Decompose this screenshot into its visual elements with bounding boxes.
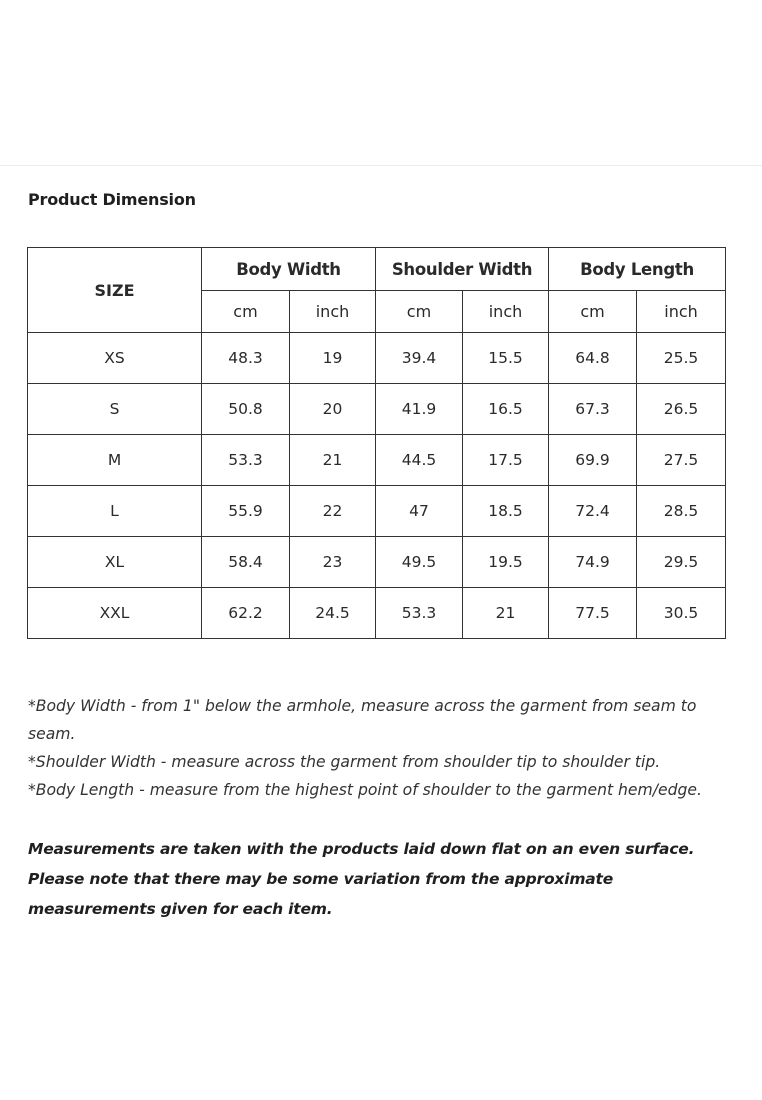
unit-header: cm — [202, 291, 290, 333]
size-label: XS — [28, 333, 202, 384]
table-cell: 72.4 — [549, 486, 637, 537]
size-label: XL — [28, 537, 202, 588]
size-chart-table — [27, 247, 726, 639]
measurement-notes — [28, 692, 728, 804]
table-row — [28, 384, 726, 435]
table-cell: 24.5 — [290, 588, 376, 639]
table-cell: 20 — [290, 384, 376, 435]
table-cell: 48.3 — [202, 333, 290, 384]
shoulder-width-header: Shoulder Width — [376, 248, 549, 291]
table-cell: 29.5 — [637, 537, 726, 588]
top-divider — [0, 165, 762, 166]
table-cell: 44.5 — [376, 435, 463, 486]
table-cell: 15.5 — [463, 333, 549, 384]
table-cell: 23 — [290, 537, 376, 588]
body-length-note: *Body Length - measure from the highest point of shoulder to the garment hem/edge. — [28, 781, 702, 799]
table-cell: 58.4 — [202, 537, 290, 588]
table-cell: 62.2 — [202, 588, 290, 639]
table-cell: 18.5 — [463, 486, 549, 537]
table-cell: 39.4 — [376, 333, 463, 384]
measurement-disclaimer: Measurements are taken with the products laid down flat on an even surface. Please note that there may be some variation from the approximate measurements given for each item. — [28, 840, 695, 918]
table-cell: 19.5 — [463, 537, 549, 588]
table-cell: 27.5 — [637, 435, 726, 486]
unit-header: cm — [376, 291, 463, 333]
table-cell: 21 — [463, 588, 549, 639]
table-cell: 69.9 — [549, 435, 637, 486]
table-cell: 16.5 — [463, 384, 549, 435]
table-cell: 53.3 — [202, 435, 290, 486]
table-cell: 53.3 — [376, 588, 463, 639]
table-cell: 50.8 — [202, 384, 290, 435]
shoulder-width-note: *Shoulder Width - measure across the garment from shoulder tip to shoulder tip. — [28, 753, 661, 771]
table-cell: 64.8 — [549, 333, 637, 384]
unit-header: cm — [549, 291, 637, 333]
page-title: Product Dimension — [28, 190, 196, 209]
table-header-row — [28, 248, 726, 291]
unit-header: inch — [637, 291, 726, 333]
unit-header: inch — [463, 291, 549, 333]
body-width-note: *Body Width - from 1" below the armhole, measure across the garment from seam to seam. — [28, 697, 697, 743]
size-label: XXL — [28, 588, 202, 639]
table-cell: 55.9 — [202, 486, 290, 537]
table-cell: 77.5 — [549, 588, 637, 639]
size-column-header: SIZE — [28, 248, 202, 333]
table-row — [28, 333, 726, 384]
table-row — [28, 537, 726, 588]
table-cell: 67.3 — [549, 384, 637, 435]
size-label: M — [28, 435, 202, 486]
table-cell: 74.9 — [549, 537, 637, 588]
table-cell: 49.5 — [376, 537, 463, 588]
table-cell: 47 — [376, 486, 463, 537]
table-cell: 28.5 — [637, 486, 726, 537]
table-cell: 30.5 — [637, 588, 726, 639]
table-row — [28, 588, 726, 639]
table-cell: 21 — [290, 435, 376, 486]
body-width-header: Body Width — [202, 248, 376, 291]
table-row — [28, 486, 726, 537]
body-length-header: Body Length — [549, 248, 726, 291]
table-cell: 25.5 — [637, 333, 726, 384]
table-cell: 17.5 — [463, 435, 549, 486]
unit-header: inch — [290, 291, 376, 333]
table-cell: 22 — [290, 486, 376, 537]
size-label: S — [28, 384, 202, 435]
table-row — [28, 435, 726, 486]
size-label: L — [28, 486, 202, 537]
table-cell: 41.9 — [376, 384, 463, 435]
table-cell: 26.5 — [637, 384, 726, 435]
table-cell: 19 — [290, 333, 376, 384]
